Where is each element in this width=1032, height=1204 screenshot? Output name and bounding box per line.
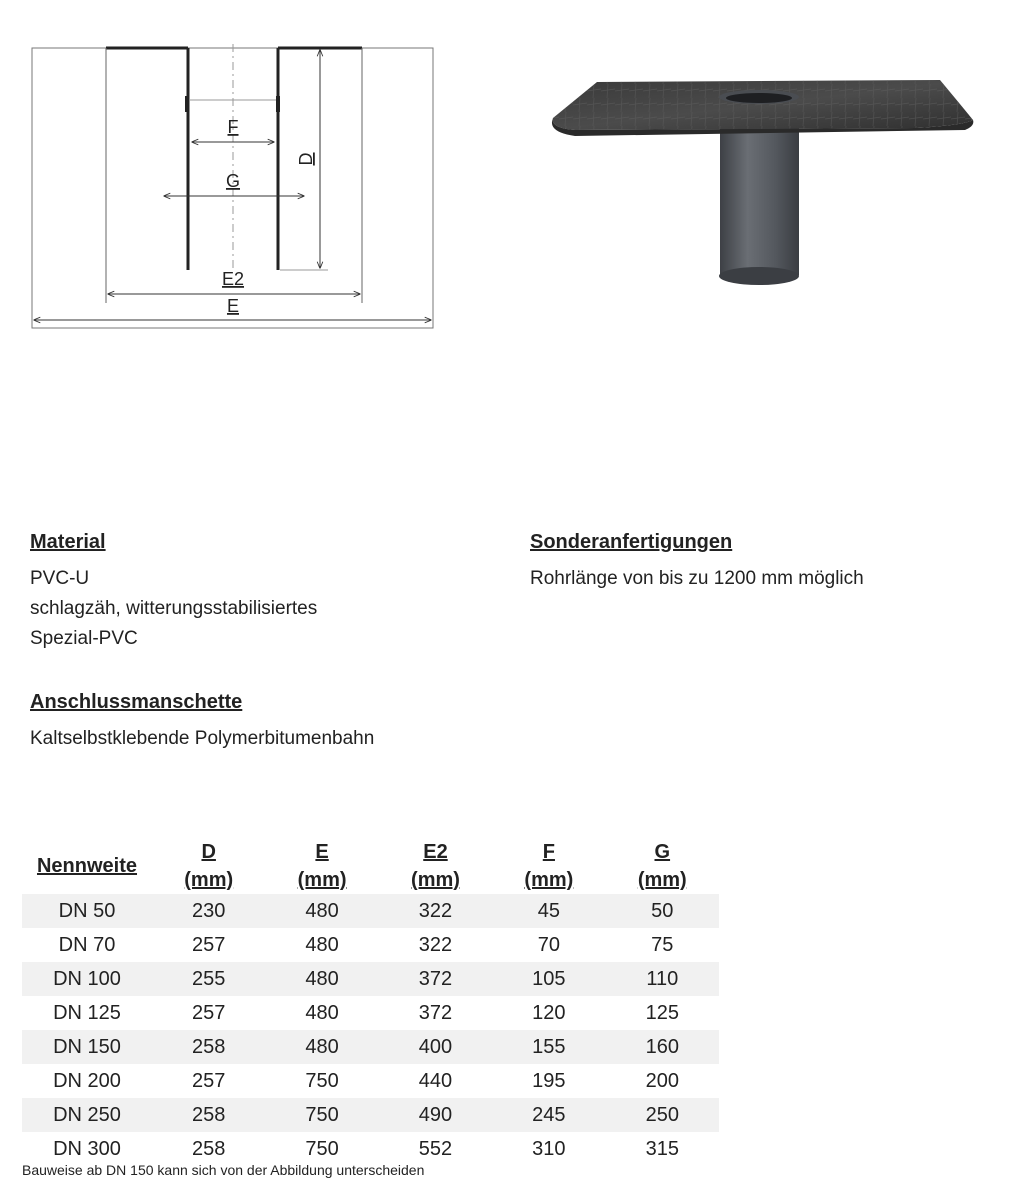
cell: 315 <box>645 1137 679 1160</box>
special-line: Rohrlänge von bis zu 1200 mm möglich <box>530 568 864 589</box>
cell: 125 <box>645 1001 679 1024</box>
table-row <box>22 1064 719 1098</box>
table-row <box>22 1030 719 1064</box>
header-e: E (mm) <box>297 841 347 891</box>
cell: 480 <box>305 1001 339 1024</box>
header-nennweite: Nennweite <box>36 855 138 877</box>
cell: 230 <box>152 894 265 928</box>
cell: DN 50 <box>22 894 152 928</box>
cell: DN 200 <box>53 1069 121 1092</box>
material-line: Spezial-PVC <box>30 628 138 649</box>
dimensions-table <box>22 826 719 1166</box>
cell: 322 <box>379 894 492 928</box>
footnote: Bauweise ab DN 150 kann sich von der Abbildung unterscheiden <box>22 1162 425 1178</box>
table-row <box>22 1132 719 1166</box>
special-heading: Sonderanfertigungen <box>530 531 733 553</box>
cell: DN 150 <box>22 1030 152 1064</box>
cell: 258 <box>192 1137 226 1160</box>
cell: DN 250 <box>22 1098 152 1132</box>
cell: 322 <box>418 933 453 956</box>
table-row <box>22 996 719 1030</box>
cell: 110 <box>606 962 719 996</box>
cell: DN 125 <box>53 1001 121 1024</box>
material-section <box>30 530 317 654</box>
label-d: D <box>296 152 316 166</box>
cell: 250 <box>606 1098 719 1132</box>
header-d: D (mm) <box>184 841 234 891</box>
table-header-row <box>22 826 719 894</box>
cell: 200 <box>645 1069 679 1092</box>
cell: 480 <box>305 933 339 956</box>
cell: 750 <box>305 1137 339 1160</box>
cell: 120 <box>532 1001 566 1024</box>
sleeve-heading: Anschlussmanschette <box>30 691 243 713</box>
material-line: PVC-U <box>30 568 90 589</box>
header-f: F (mm) <box>524 841 574 891</box>
cell: 257 <box>192 1069 226 1092</box>
cell: 195 <box>532 1069 566 1092</box>
cell: 257 <box>192 1001 226 1024</box>
cell: DN 300 <box>53 1137 121 1160</box>
cell: 258 <box>152 1098 265 1132</box>
cell: 70 <box>537 933 560 956</box>
cell: 400 <box>379 1030 492 1064</box>
product-image <box>545 70 985 295</box>
table-row <box>22 1098 719 1132</box>
cell: 490 <box>379 1098 492 1132</box>
cell: DN 70 <box>58 933 116 956</box>
label-f: F <box>227 117 239 137</box>
cell: 50 <box>606 894 719 928</box>
cell: 372 <box>379 962 492 996</box>
cell: 75 <box>651 933 674 956</box>
cell: 480 <box>265 1030 378 1064</box>
cell: 440 <box>418 1069 453 1092</box>
technical-drawing <box>22 38 442 338</box>
cell: 255 <box>152 962 265 996</box>
table-row <box>22 894 719 928</box>
label-g: G <box>225 171 241 191</box>
cell: 372 <box>418 1001 453 1024</box>
cell: 245 <box>492 1098 605 1132</box>
cell: 480 <box>265 962 378 996</box>
label-e2: E2 <box>221 269 245 289</box>
cell: DN 100 <box>22 962 152 996</box>
header-e2: E2 (mm) <box>411 841 460 891</box>
material-line: schlagzäh, witterungsstabilisiertes <box>30 598 318 619</box>
cell: 257 <box>192 933 226 956</box>
cell: 105 <box>492 962 605 996</box>
pipe <box>720 125 799 282</box>
cell: 45 <box>492 894 605 928</box>
material-heading: Material <box>30 531 106 553</box>
cell: 552 <box>418 1137 453 1160</box>
cell: 310 <box>532 1137 566 1160</box>
table-row <box>22 928 719 962</box>
cell: 750 <box>305 1069 339 1092</box>
cell: 480 <box>265 894 378 928</box>
cell: 258 <box>152 1030 265 1064</box>
sleeve-line: Kaltselbstklebende Polymerbitumenbahn <box>30 728 375 749</box>
label-e: E <box>226 296 240 316</box>
cell: 155 <box>492 1030 605 1064</box>
header-g: G (mm) <box>637 841 687 891</box>
special-section <box>530 530 864 594</box>
sleeve-section <box>30 690 374 754</box>
cell: 160 <box>606 1030 719 1064</box>
table-row <box>22 962 719 996</box>
cell: 750 <box>265 1098 378 1132</box>
